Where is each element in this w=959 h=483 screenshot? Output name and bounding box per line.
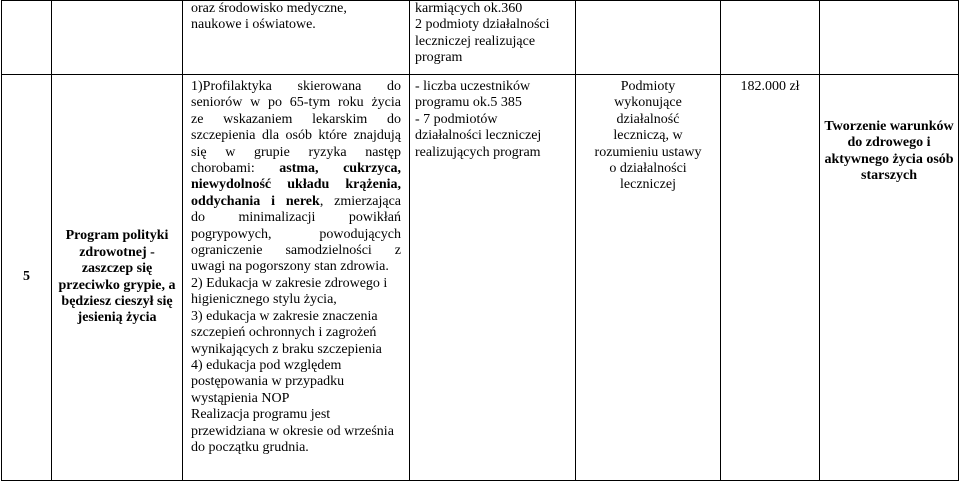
program-name-line: Program polityki (65, 228, 169, 244)
cell-program-name (52, 75, 183, 481)
subject-line: leczniczą, w (613, 128, 683, 144)
desc-line: wynikających z braku szczepienia (191, 341, 382, 357)
indicator-top-line: leczniczej realizujące (415, 33, 536, 49)
desc-bold-text: astma, cukrzyca, (279, 161, 401, 177)
desc-top-line: naukowe i oświatowe. (191, 17, 316, 33)
cell-cost (721, 75, 820, 481)
indicator-line: - liczba uczestników (415, 79, 531, 94)
program-name-line: zdrowotnej - (79, 244, 155, 260)
subject-line: rozumieniu ustawy (594, 144, 702, 160)
desc-line: ze wskazaniem lekarskim do (191, 111, 401, 127)
desc-line: uwagi na pogorszony stan zdrowia. (191, 259, 389, 275)
desc-line: wystąpienia NOP (191, 390, 290, 406)
desc-line: 4) edukacja pod względem (191, 357, 342, 373)
task-title-line: starszych (861, 168, 917, 184)
desc-line: pogrypowych, powodujących (191, 226, 401, 242)
cell-indicators (410, 75, 576, 481)
task-title-line: aktywnego życia osób (824, 151, 954, 167)
subject-line: wykonujące (614, 95, 682, 111)
desc-line: się w grupie ryzyka następ (191, 144, 401, 160)
program-name-line: przeciwko grypie, a (58, 277, 176, 293)
desc-line: do początku grudnia. (191, 439, 309, 455)
subject-line: leczniczej (620, 177, 676, 193)
cell-title-top (820, 1, 959, 75)
indicator-top-line: karmiących ok.360 (415, 1, 523, 16)
desc-line: przewidziana w okresie od września (191, 423, 394, 439)
indicator-top-line: program (415, 50, 463, 66)
row-number: 5 (2, 75, 52, 481)
indicator-line: działalności leczniczej (415, 128, 542, 144)
desc-top-line: oraz środowisko medyczne, (191, 1, 347, 16)
cell-description (183, 75, 410, 481)
indicator-line: programu ok.5 385 (415, 95, 522, 111)
desc-line: seniorów w po 65-tym roku życia (191, 95, 401, 111)
desc-line: niewydolność układu krążenia, (191, 177, 401, 193)
desc-line: 3) edukacja w zakresie znaczenia (191, 308, 378, 324)
cell-subjects-top (576, 1, 721, 75)
desc-line (191, 194, 401, 210)
desc-line: Realizacja programu jest (191, 407, 331, 423)
desc-text: chorobami: (191, 161, 280, 177)
task-title-line: Tworzenie warunków (824, 119, 954, 134)
indicator-line: - 7 podmiotów (415, 111, 498, 127)
desc-line: higienicznego stylu życia, (191, 292, 337, 308)
subject-line: o działalności (609, 161, 687, 177)
desc-line: szczepienia dla osób które znajdują (191, 128, 401, 144)
subject-line: Podmioty (620, 79, 676, 94)
cell-subjects (576, 75, 721, 481)
desc-text: , zmierzająca (319, 193, 401, 209)
table-row-main (2, 75, 959, 481)
program-name-line: zaszczep się (81, 261, 153, 277)
cell-description-top (183, 1, 410, 75)
desc-line: 2) Edukacja w zakresie zdrowego i (191, 275, 388, 291)
program-name-line: jesienią życia (77, 310, 157, 326)
indicator-top-line: 2 podmioty działalności (415, 17, 550, 33)
desc-line: postępowania w przypadku (191, 374, 345, 390)
program-name-line: będziesz cieszył się (61, 293, 173, 309)
desc-line: 1)Profilaktyka skierowana do (191, 79, 401, 94)
table-row-top (2, 1, 959, 75)
subject-line: działalność (616, 111, 680, 127)
cell-task-title (820, 75, 959, 481)
cell-name-top (52, 1, 183, 75)
cell-number-top (2, 1, 52, 75)
cell-cost-top (721, 1, 820, 75)
program-table (1, 0, 959, 481)
cell-indicators-top (410, 1, 576, 75)
task-title-line: do zdrowego i (847, 135, 931, 151)
desc-line: szczepień ochronnych i zagrożeń (191, 325, 377, 341)
desc-line (191, 161, 401, 177)
desc-line: ograniczenie samodzielności z (191, 243, 401, 259)
desc-line: do minimalizacji powikłań (191, 210, 401, 226)
cost-value: 182.000 zł (740, 79, 800, 94)
indicator-line: realizujących program (415, 144, 541, 160)
desc-bold-text: oddychania i nerek (191, 193, 320, 209)
